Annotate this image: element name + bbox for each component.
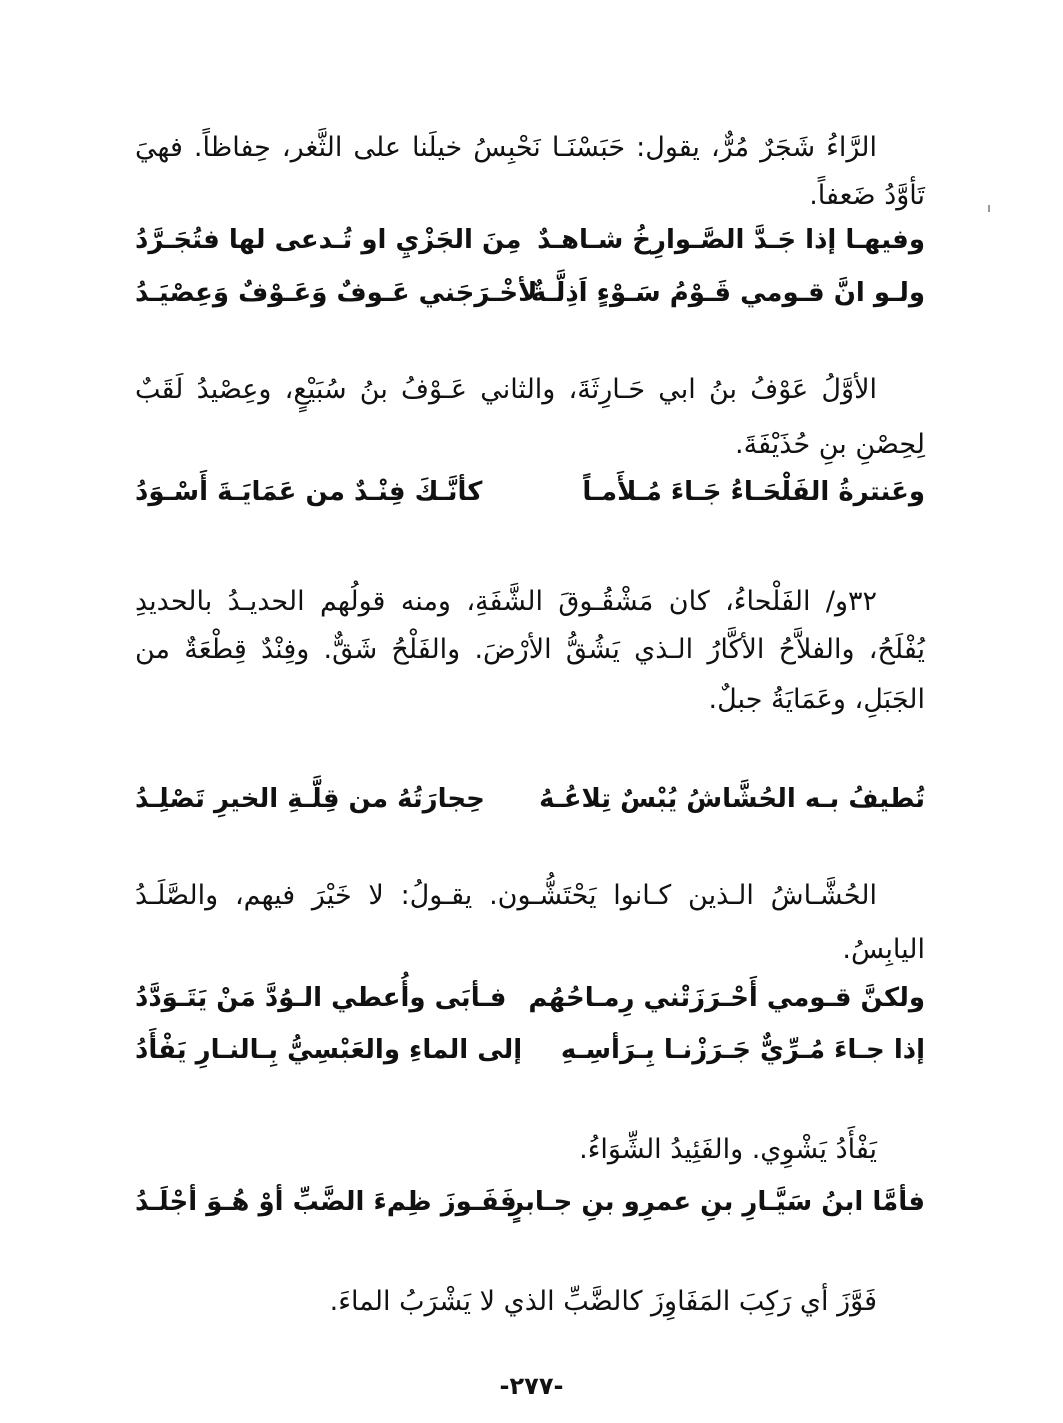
- paragraph-3-line-1: ٣٢و/ الفَلْحاءُ، كان مَشْقُـوقَ الشَّفَةِ، ومنه قولُهم الحديـدُ بالحديدِ: [135, 586, 877, 617]
- verse-4: [135, 777, 925, 821]
- paragraph-3-line-2: يُفْلَحُ، والفلاَّحُ الأكَّارُ الـذي يَشُقُّ الأرْضَ. والفَلْحُ شَقٌّ. وفِنْدٌ قِطْعَةٌ من: [135, 634, 925, 665]
- verse-4-first-hemistich: تُطيفُ بـه الحُشَّاشُ يُبْسٌ تِلاعُـهُ: [539, 784, 925, 814]
- paragraph-5-line-1: يَفْأَدُ يَشْوِي. والفَئِيدُ الشِّوَاءُ.: [579, 1134, 877, 1165]
- paragraph-3-line-3: الجَبَلِ، وعَمَايَةُ جبلٌ.: [708, 684, 925, 715]
- verse-6-second-hemistich: إلى الماءِ والعَبْسِيُّ بِـالنـارِ يَفْأَدُ: [135, 1035, 523, 1065]
- verse-7-second-hemistich: فَفَـوزَ ظِمءَ الضَّبِّ أوْ هُـوَ أجْلَـدُ: [135, 1187, 517, 1217]
- paragraph-1-line-1: الرَّاءُ شَجَرٌ مُرٌّ، يقول: حَبَسْنَـا نَحْبِسُ خيلَنا على الثَّغر، حِفاظاً. فهيَ: [135, 132, 877, 163]
- verse-5-first-hemistich: ولكنَّ قـومي أَحْـرَزَتْني رِمـاحُهُم: [528, 983, 925, 1013]
- paragraph-2-line-2: لِحِصْنِ بنِ حُذَيْفَةَ.: [735, 429, 925, 460]
- verse-4-second-hemistich: حِجارَتُهُ من قِلَّـةِ الخيرِ تَصْلِـدُ: [135, 784, 485, 814]
- scan-mark: [988, 205, 990, 212]
- verse-6: [135, 1028, 925, 1072]
- verse-3-second-hemistich: كأنَّـكَ فِنْـدٌ من عَمَايَـةَ أَسْـوَدُ: [135, 477, 483, 507]
- verse-1-second-hemistich: مِنَ الجَزْيِ او تُـدعى لها فتُجَـرَّدُ: [135, 225, 522, 255]
- verse-2-first-hemistich: ولـو انَّ قـومي قَـوْمُ سَـوْءٍ اَذِلَّـةٌ: [530, 278, 925, 308]
- paragraph-1-line-2: تَأوَّدُ ضَعفاً.: [809, 180, 925, 211]
- verse-2-second-hemistich: لأخْـرَجَني عَـوفٌ وَعَـوْفٌ وَعِصْيَـدُ: [135, 278, 538, 308]
- verse-5-second-hemistich: فـأبَى وأُعطي الـوُدَّ مَنْ يَتَـوَدَّدُ: [135, 983, 507, 1013]
- paragraph-4-line-2: اليابِسُ.: [842, 934, 925, 965]
- verse-3-first-hemistich: وعَنترةُ الفَلْحَـاءُ جَـاءَ مُـلأَمـاً: [582, 477, 925, 507]
- verse-1: [135, 218, 925, 262]
- verse-7-first-hemistich: فأمَّا ابنُ سَيَّـارِ بنِ عمرِو بنِ جـابرٍ: [509, 1187, 925, 1217]
- verse-5: [135, 976, 925, 1020]
- verse-7: [135, 1180, 925, 1224]
- page-number: -٢٧٧-: [499, 1372, 564, 1400]
- verse-2: [135, 271, 925, 315]
- paragraph-6-line-1: فَوَّزَ أي رَكِبَ المَفَاوِزَ كالضَّبِّ الذي لا يَشْرَبُ الماءَ.: [329, 1286, 877, 1317]
- paragraph-2-line-1: الأوَّلُ عَوْفُ بنُ ابي حَـارِثَةَ، والثاني عَـوْفُ بنُ سُبَيْعٍ، وعِصْيدُ لَقَبٌ: [135, 374, 877, 405]
- verse-6-first-hemistich: إذا جـاءَ مُـرِّيٌّ جَـرَزْنـا بِـرَأسِـهِ: [560, 1035, 925, 1065]
- verse-1-first-hemistich: وفيهـا إذا جَـدَّ الصَّـوارِخُ شـاهـدٌ: [537, 225, 925, 255]
- verse-3: [135, 470, 925, 514]
- paragraph-4-line-1: الحُشَّـاشُ الـذين كـانوا يَحْتَشُّـون. يقـولُ: لا خَيْرَ فيهم، والصَّلَـدُ: [135, 880, 877, 911]
